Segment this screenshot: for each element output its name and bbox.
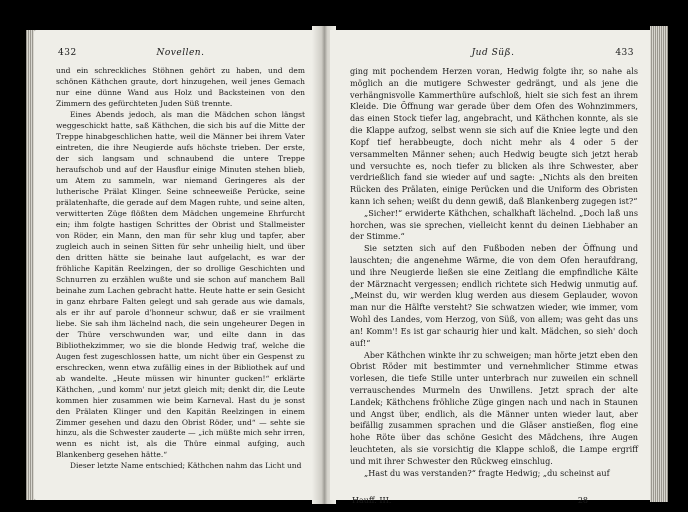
page-number: 432 [58, 48, 77, 58]
right-page [330, 30, 652, 505]
paragraph: Dieser letzte Name entschied; Käthchen nahm das Licht und [70, 461, 302, 471]
right-page-text [350, 66, 638, 479]
running-title: Novellen. [156, 48, 205, 58]
left-page-text [56, 66, 305, 472]
paragraph: „Hast du was verstanden?“ fragte Hedwig; „du scheinst auf [364, 467, 610, 478]
paragraph: Sie setzten sich auf den Fußboden neben der Öffnung und lauschten; die angenehme Wärme, die von dem Ofen heraufdrang, und ihre Neugierde ließen sie eine Zeitlang die empfindliche Kälte der Märznacht vergessen; endlich richtete sich Hedwig unmutig auf. „Meinst du, wir werden klug werden aus diesem Geplauder, wovon man nur die Hälfte versteht? Sie schwatzen wieder, wie immer, vom Wohl des Landes, vom Herzog, von Süß, von allem; was geht das uns an! Komm'! Es ist gar schaurig hier und kalt. Mädchen, so sieh' doch auf!“ [350, 243, 638, 348]
left-page [34, 30, 321, 500]
sheet-number: 28 [577, 496, 588, 505]
paragraph: und ein schreckliches Stöhnen gehört zu haben, und dem schönen Käthchen graute, dort hinzugehen, weil jenes Gemach nur eine dünne Wand aus Holz und Backsteinen von den Zimmern des gefürchteten Juden Süß trennte. [56, 66, 305, 108]
paragraph: Eines Abends jedoch, als man die Mädchen schon längst weggeschickt hatte, saß Käthchen, die sich bis auf die Mitte der Treppe hinabgeschlichen hatte, weil die Männer bei ihrem Vater eintreten, die ihre Neugierde aufs höchste trieben. Der erste, der sich langsam und schnaubend die untere Treppe heraufschob und auf der Hausflur einige Minuten stehen blieb, um Atem zu sammeln, war niemand Geringeres als der lutherische Prälat Klinger. Seine schneeweiße Perücke, seine prälatenhafte, die gerade auf dem Magen ruhte, und seine alten, verwitterten Züge flößten dem Mädchen ungemeine Ehrfurcht ein; ihm folgte hastigen Schrittes der Obrist und Stallmeister von Röder, ein Mann, den man für sehr klug und tapfer, aber zugleich auch in seinen Sitten für sehr unheilig hielt, und über den dritten hätte sie beinahe laut aufgelacht, es war der fröhliche Kapitän Reelzingen, der so drollige Geschichten und Schnurren zu erzählen wußte und sie schon auf manchem Ball beinahe zum Lachen gebracht hatte. Heute hatte er sein Gesicht in ganz ehrbare Falten gelegt und sah gerade aus wie damals, als er ihr auf parole d'honneur schwur, daß er sie vrailment liebe. Sie sah ihm lächelnd nach, die sein ungeheurer Degen in der Thüre verschwunden war, und eilte dann in das Bibliothekzimmer, wo sie die blonde Hedwig traf, welche die Augen fest zugeschlossen hatte, um nicht über ein Gespenst zu erschrecken, wenn etwa zufällig eines in der Bibliothek auf und ab wandelte. „Heute müssen wir hinunter gucken!“ erklärte Käthchen, „und komm' nur jetzt gleich mit; denkt dir, die Leute kommen hier zusammen wie beim Karneval. Hast du je sonst den Prälaten Klinger und den Kapitän Reelzingen in einem Zimmer gesehen und dazu den Obrist Röder, und“ — sehte sie hinzu, als die Schwester zauderte — „ich müßte mich sehr irren, wenn es nicht ist, als die Thüre einmal aufging, auch Blankenberg gesehen hätte.“ [56, 109, 305, 460]
signature-mark: Hauff. III. [352, 496, 392, 505]
paragraph: Aber Käthchen winkte ihr zu schweigen; man hörte jetzt eben den Obrist Röder mit bestimmter und vernehmlicher Stimme etwas vorlesen, die tiefe Stille unter unterbrach nur zuweilen ein schnell verrauschendes Murmeln des Unwillens. Jetzt sprach der alte Landek; Käthchens fröhliche Züge gingen nach und nach in Staunen und Angst über, endlich, als die Männer unten wieder laut, aber beifällig zusammen sprachen und die Gläser anstießen, flog eine hohe Röte über das schöne Gesicht des Mädchens, ihre Augen leuchteten, als sie vorsichtig die Klappe schloß, die Lampe ergriff und mit ihrer Schwester den Rückweg einschlug. [350, 349, 638, 466]
paragraph: „Sicher!“ erwiderte Käthchen, schalkhaft lächelnd. „Doch laß uns horchen, was sie sprechen, vielleicht kennt du deinen Liebhaber an der Stimme.“ [350, 207, 638, 242]
running-title: Jud Süß. [471, 48, 515, 58]
page-edges-right [650, 26, 668, 502]
paragraph: ging mit pochendem Herzen voran, Hedwig folgte ihr, so nahe als möglich an die mutigere Schwester gedrängt, und als jene die verhängnisvolle Kammerthüre aufschloß, hielt sie sich fest an ihrem Kleide. Die Öffnung war gerade über dem Ofen des Wohnzimmers, das einen Stock tiefer lag, angebracht, und Käthchen konnte, als sie die Klappe aufzog, selbst wenn sie sich auf die Kniee legte und den Kopf tief herabbeugte, doch nicht mehr als 4 oder 5 der versammelten Männer sehen; auch Hedwig beugte sich jetzt herab und versuchte es, noch tiefer zu blicken als ihre Schwester, aber verdrießlich fand sie wieder auf und sagte: „Nichts als den breiten Rücken des Prälaten, einige Perücken und die Uniform des Obristen kann ich sehen; weißt du denn gewiß, daß Blankenberg zugegen ist?“ [350, 66, 638, 206]
page-number: 433 [615, 48, 634, 58]
